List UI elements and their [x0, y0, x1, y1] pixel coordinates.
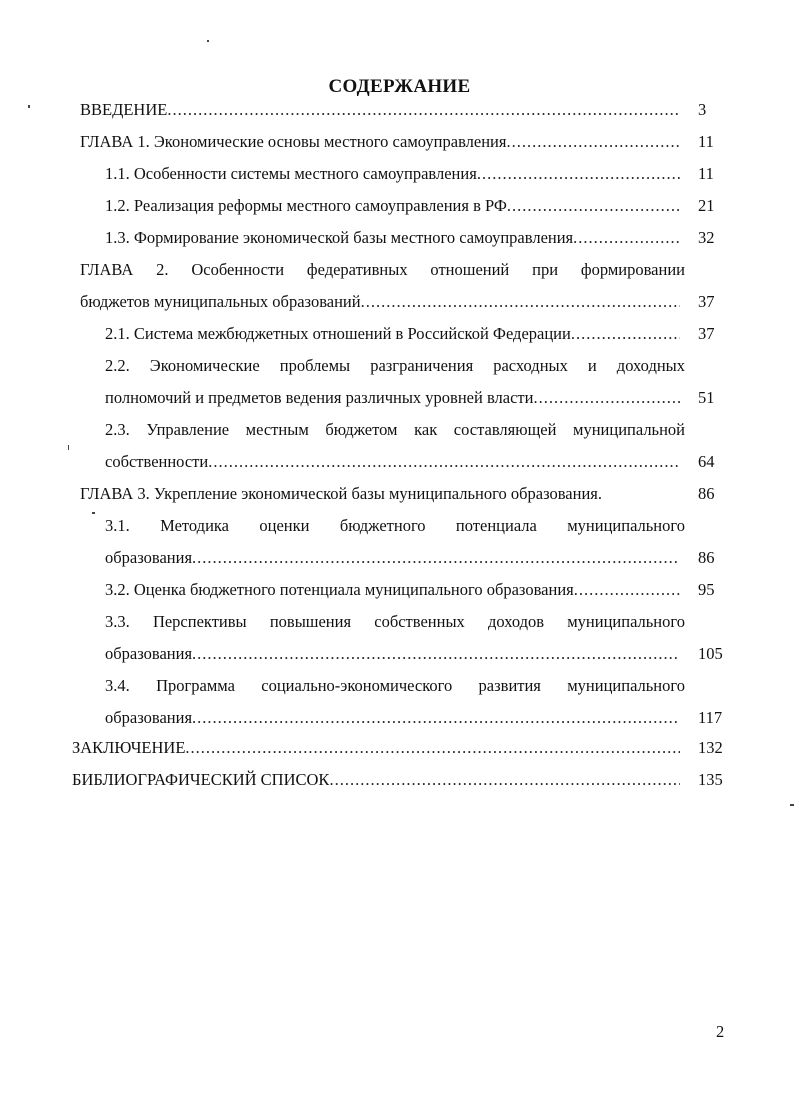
toc-page-number: 51 — [698, 388, 715, 407]
leader-dots — [192, 547, 680, 569]
scan-speck — [28, 105, 30, 108]
toc-entry-section-2-3 — [105, 451, 680, 473]
toc-entry-section-2-1 — [105, 323, 680, 345]
toc-page-number: 32 — [698, 228, 715, 247]
scan-speck — [68, 445, 69, 450]
toc-entry-text: ГЛАВА 1. Экономические основы местного самоуправления — [80, 132, 507, 151]
toc-entry-text: 2.1. Система межбюджетных отношений в Российской Федерации — [105, 324, 571, 343]
toc-page-number: 3 — [698, 100, 707, 119]
leader-dots — [574, 579, 680, 601]
toc-page-number: 11 — [698, 164, 714, 183]
toc-page-number: 95 — [698, 580, 715, 599]
toc-entry-section-3-4 — [105, 707, 680, 729]
leader-dots — [477, 163, 680, 185]
page-title: СОДЕРЖАНИЕ — [328, 76, 471, 97]
toc-entry-text: ЗАКЛЮЧЕНИЕ — [72, 738, 186, 757]
toc-entry-text: 1.2. Реализация реформы местного самоуправления в РФ — [105, 196, 507, 215]
toc-entry-text: ГЛАВА 3. Укрепление экономической базы муниципального образования. — [80, 484, 603, 503]
leader-dots — [185, 737, 680, 759]
toc-entry-section-3-1 — [105, 547, 680, 569]
toc-entry-intro — [80, 99, 680, 121]
leader-dots — [573, 227, 680, 249]
scan-speck — [92, 512, 95, 514]
toc-entry-chapter-3 — [80, 483, 685, 505]
leader-dots — [208, 451, 680, 473]
toc-entry-section-3-3 — [105, 643, 680, 665]
toc-entry-section-2-3-line1: 2.3. Управление местным бюджетом как составляющей муниципальной — [105, 420, 685, 439]
toc-page-number: 117 — [698, 708, 723, 727]
toc-entry-section-3-1-line1: 3.1. Методика оценки бюджетного потенциала муниципального — [105, 516, 685, 535]
leader-dots — [192, 643, 680, 665]
toc-entry-text: образования — [105, 708, 193, 727]
leader-dots — [167, 99, 680, 121]
page-number: 2 — [716, 1022, 725, 1041]
toc-page-number: 64 — [698, 452, 715, 471]
leader-dots — [571, 323, 680, 345]
toc-entry-text: полномочий и предметов ведения различных уровней власти — [105, 388, 534, 407]
toc-entry-section-2-2-line1: 2.2. Экономические проблемы разграничения расходных и доходных — [105, 356, 685, 375]
toc-entry-chapter-1 — [80, 131, 680, 153]
toc-entry-section-1-3 — [105, 227, 680, 249]
toc-entry-text: 1.1. Особенности системы местного самоуправления — [105, 164, 477, 183]
leader-dots — [329, 769, 680, 791]
toc-entry-text: 1.3. Формирование экономической базы местного самоуправления — [105, 228, 574, 247]
toc-page-number: 86 — [698, 484, 715, 503]
toc-entry-section-2-2 — [105, 387, 680, 409]
toc-page-number: 21 — [698, 196, 715, 215]
scan-speck — [207, 40, 209, 42]
toc-entry-text: собственности — [105, 452, 209, 471]
toc-entry-section-1-1 — [105, 163, 680, 185]
toc-entry-text: образования — [105, 644, 193, 663]
leader-dots — [507, 195, 680, 217]
toc-page-number: 37 — [698, 324, 715, 343]
toc-entry-section-3-3-line1: 3.3. Перспективы повышения собственных доходов муниципального — [105, 612, 685, 631]
toc-entry-chapter-2 — [80, 291, 680, 313]
toc-entry-text: бюджетов муниципальных образований — [80, 292, 361, 311]
toc-entry-text: БИБЛИОГРАФИЧЕСКИЙ СПИСОК — [72, 770, 330, 789]
toc-entry-text: ВВЕДЕНИЕ — [80, 100, 168, 119]
leader-dots — [192, 707, 680, 729]
toc-entry-section-3-2 — [105, 579, 680, 601]
toc-page-number: 135 — [698, 770, 723, 789]
toc-page-number: 37 — [698, 292, 715, 311]
toc-entry-conclusion — [72, 737, 680, 759]
toc-page-number: 11 — [698, 132, 714, 151]
leader-dots — [361, 291, 680, 313]
toc-page-number: 105 — [698, 644, 723, 663]
toc-entry-bibliography — [72, 769, 680, 791]
toc-page-number: 86 — [698, 548, 715, 567]
scan-speck — [790, 804, 794, 806]
toc-page-number: 132 — [698, 738, 723, 757]
toc-entry-section-3-4-line1: 3.4. Программа социально-экономического развития муниципального — [105, 676, 685, 695]
toc-entry-section-1-2 — [105, 195, 680, 217]
leader-dots — [533, 387, 680, 409]
toc-entry-chapter-2-line1: ГЛАВА 2. Особенности федеративных отношений при формировании — [80, 260, 685, 279]
toc-entry-text: 3.2. Оценка бюджетного потенциала муниципального образования — [105, 580, 574, 599]
toc-entry-text: образования — [105, 548, 193, 567]
leader-dots — [506, 131, 680, 153]
